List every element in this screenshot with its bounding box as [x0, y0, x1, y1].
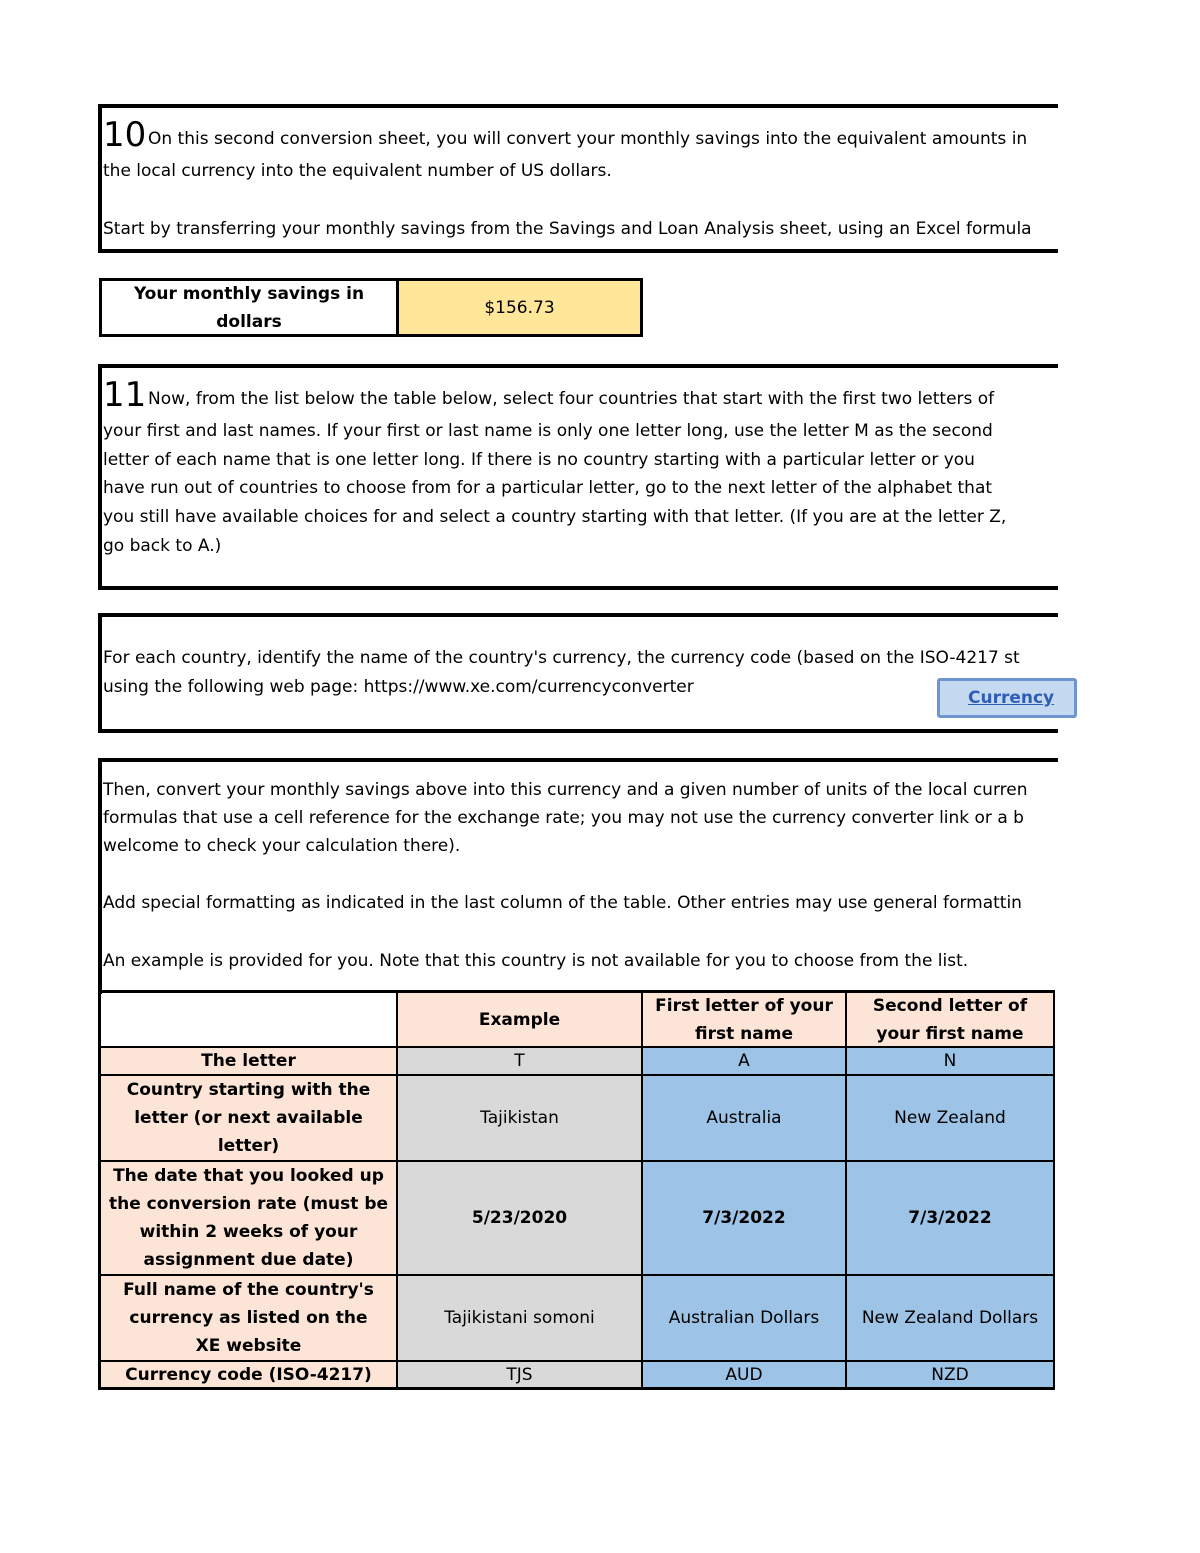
table-cell-example: 5/23/2020 [396, 1160, 643, 1276]
table-header-blank [98, 990, 398, 1048]
table-header-second-letter: Second letter of your first name [845, 990, 1055, 1048]
table-cell-second[interactable]: New Zealand Dollars [845, 1274, 1055, 1362]
table-header-example: Example [396, 990, 643, 1048]
table-row-label: The date that you looked up the conversion rate (must be within 2 weeks of your assignment due date) [98, 1160, 398, 1276]
step10-line3: Start by transferring your monthly savings from the Savings and Loan Analysis sheet, using an Excel formula [103, 219, 1032, 239]
step11-line2: your first and last names. If your first or last name is only one letter long, use the letter M as the second [103, 421, 993, 441]
currency-line1: For each country, identify the name of the country's currency, the currency code (based on the ISO-4217 st [103, 648, 1020, 668]
table-cell-second[interactable]: N [845, 1046, 1055, 1076]
table-cell-second[interactable]: NZD [845, 1360, 1055, 1390]
table-cell-first[interactable]: Australian Dollars [641, 1274, 847, 1362]
table-row-label: Full name of the country's currency as listed on the XE website [98, 1274, 398, 1362]
step11-line5: you still have available choices for and select a country starting with that letter. (If you are at the letter Z, [103, 507, 1007, 527]
table-cell-first[interactable]: Australia [641, 1074, 847, 1162]
savings-value[interactable]: $156.73 [396, 278, 643, 337]
step10-number: 10 [103, 115, 147, 155]
table-cell-example: Tajikistan [396, 1074, 643, 1162]
table-cell-example: T [396, 1046, 643, 1076]
convert-line3: welcome to check your calculation there). [103, 836, 461, 856]
convert-line2: formulas that use a cell reference for the exchange rate; you may not use the currency converter link or a b [103, 808, 1024, 828]
table-cell-second[interactable]: New Zealand [845, 1074, 1055, 1162]
currency-converter-button[interactable]: Currency [937, 678, 1077, 718]
step10-line2: the local currency into the equivalent number of US dollars. [103, 161, 612, 181]
currency-line2: using the following web page: https://www.xe.com/currencyconverter [103, 677, 694, 697]
table-row-label: Currency code (ISO-4217) [98, 1360, 398, 1390]
table-header-first-letter: First letter of your first name [641, 990, 847, 1048]
table-cell-example: TJS [396, 1360, 643, 1390]
table-cell-first[interactable]: AUD [641, 1360, 847, 1390]
currency-box [98, 613, 1058, 733]
table-row-label: The letter [98, 1046, 398, 1076]
table-row-label: Country starting with the letter (or next available letter) [98, 1074, 398, 1162]
step11-line4: have run out of countries to choose from for a particular letter, go to the next letter of the alphabet that [103, 478, 993, 498]
step11-number: 11 [103, 375, 147, 415]
table-cell-second[interactable]: 7/3/2022 [845, 1160, 1055, 1276]
savings-label: Your monthly savings in dollars [99, 278, 398, 337]
convert-line1: Then, convert your monthly savings above into this currency and a given number of units of the local curren [103, 780, 1028, 800]
step11-line3: letter of each name that is one letter long. If there is no country starting with a particular letter or you [103, 450, 975, 470]
step10-line1: On this second conversion sheet, you will convert your monthly savings into the equivalent amounts in [148, 129, 1028, 149]
step11-line6: go back to A.) [103, 536, 222, 556]
convert-line5: An example is provided for you. Note that this country is not available for you to choose from the list. [103, 951, 969, 971]
step11-line1: Now, from the list below the table below, select four countries that start with the first two letters of [148, 389, 995, 409]
table-cell-first[interactable]: 7/3/2022 [641, 1160, 847, 1276]
convert-line4: Add special formatting as indicated in the last column of the table. Other entries may use general formattin [103, 893, 1022, 913]
table-cell-first[interactable]: A [641, 1046, 847, 1076]
table-cell-example: Tajikistani somoni [396, 1274, 643, 1362]
